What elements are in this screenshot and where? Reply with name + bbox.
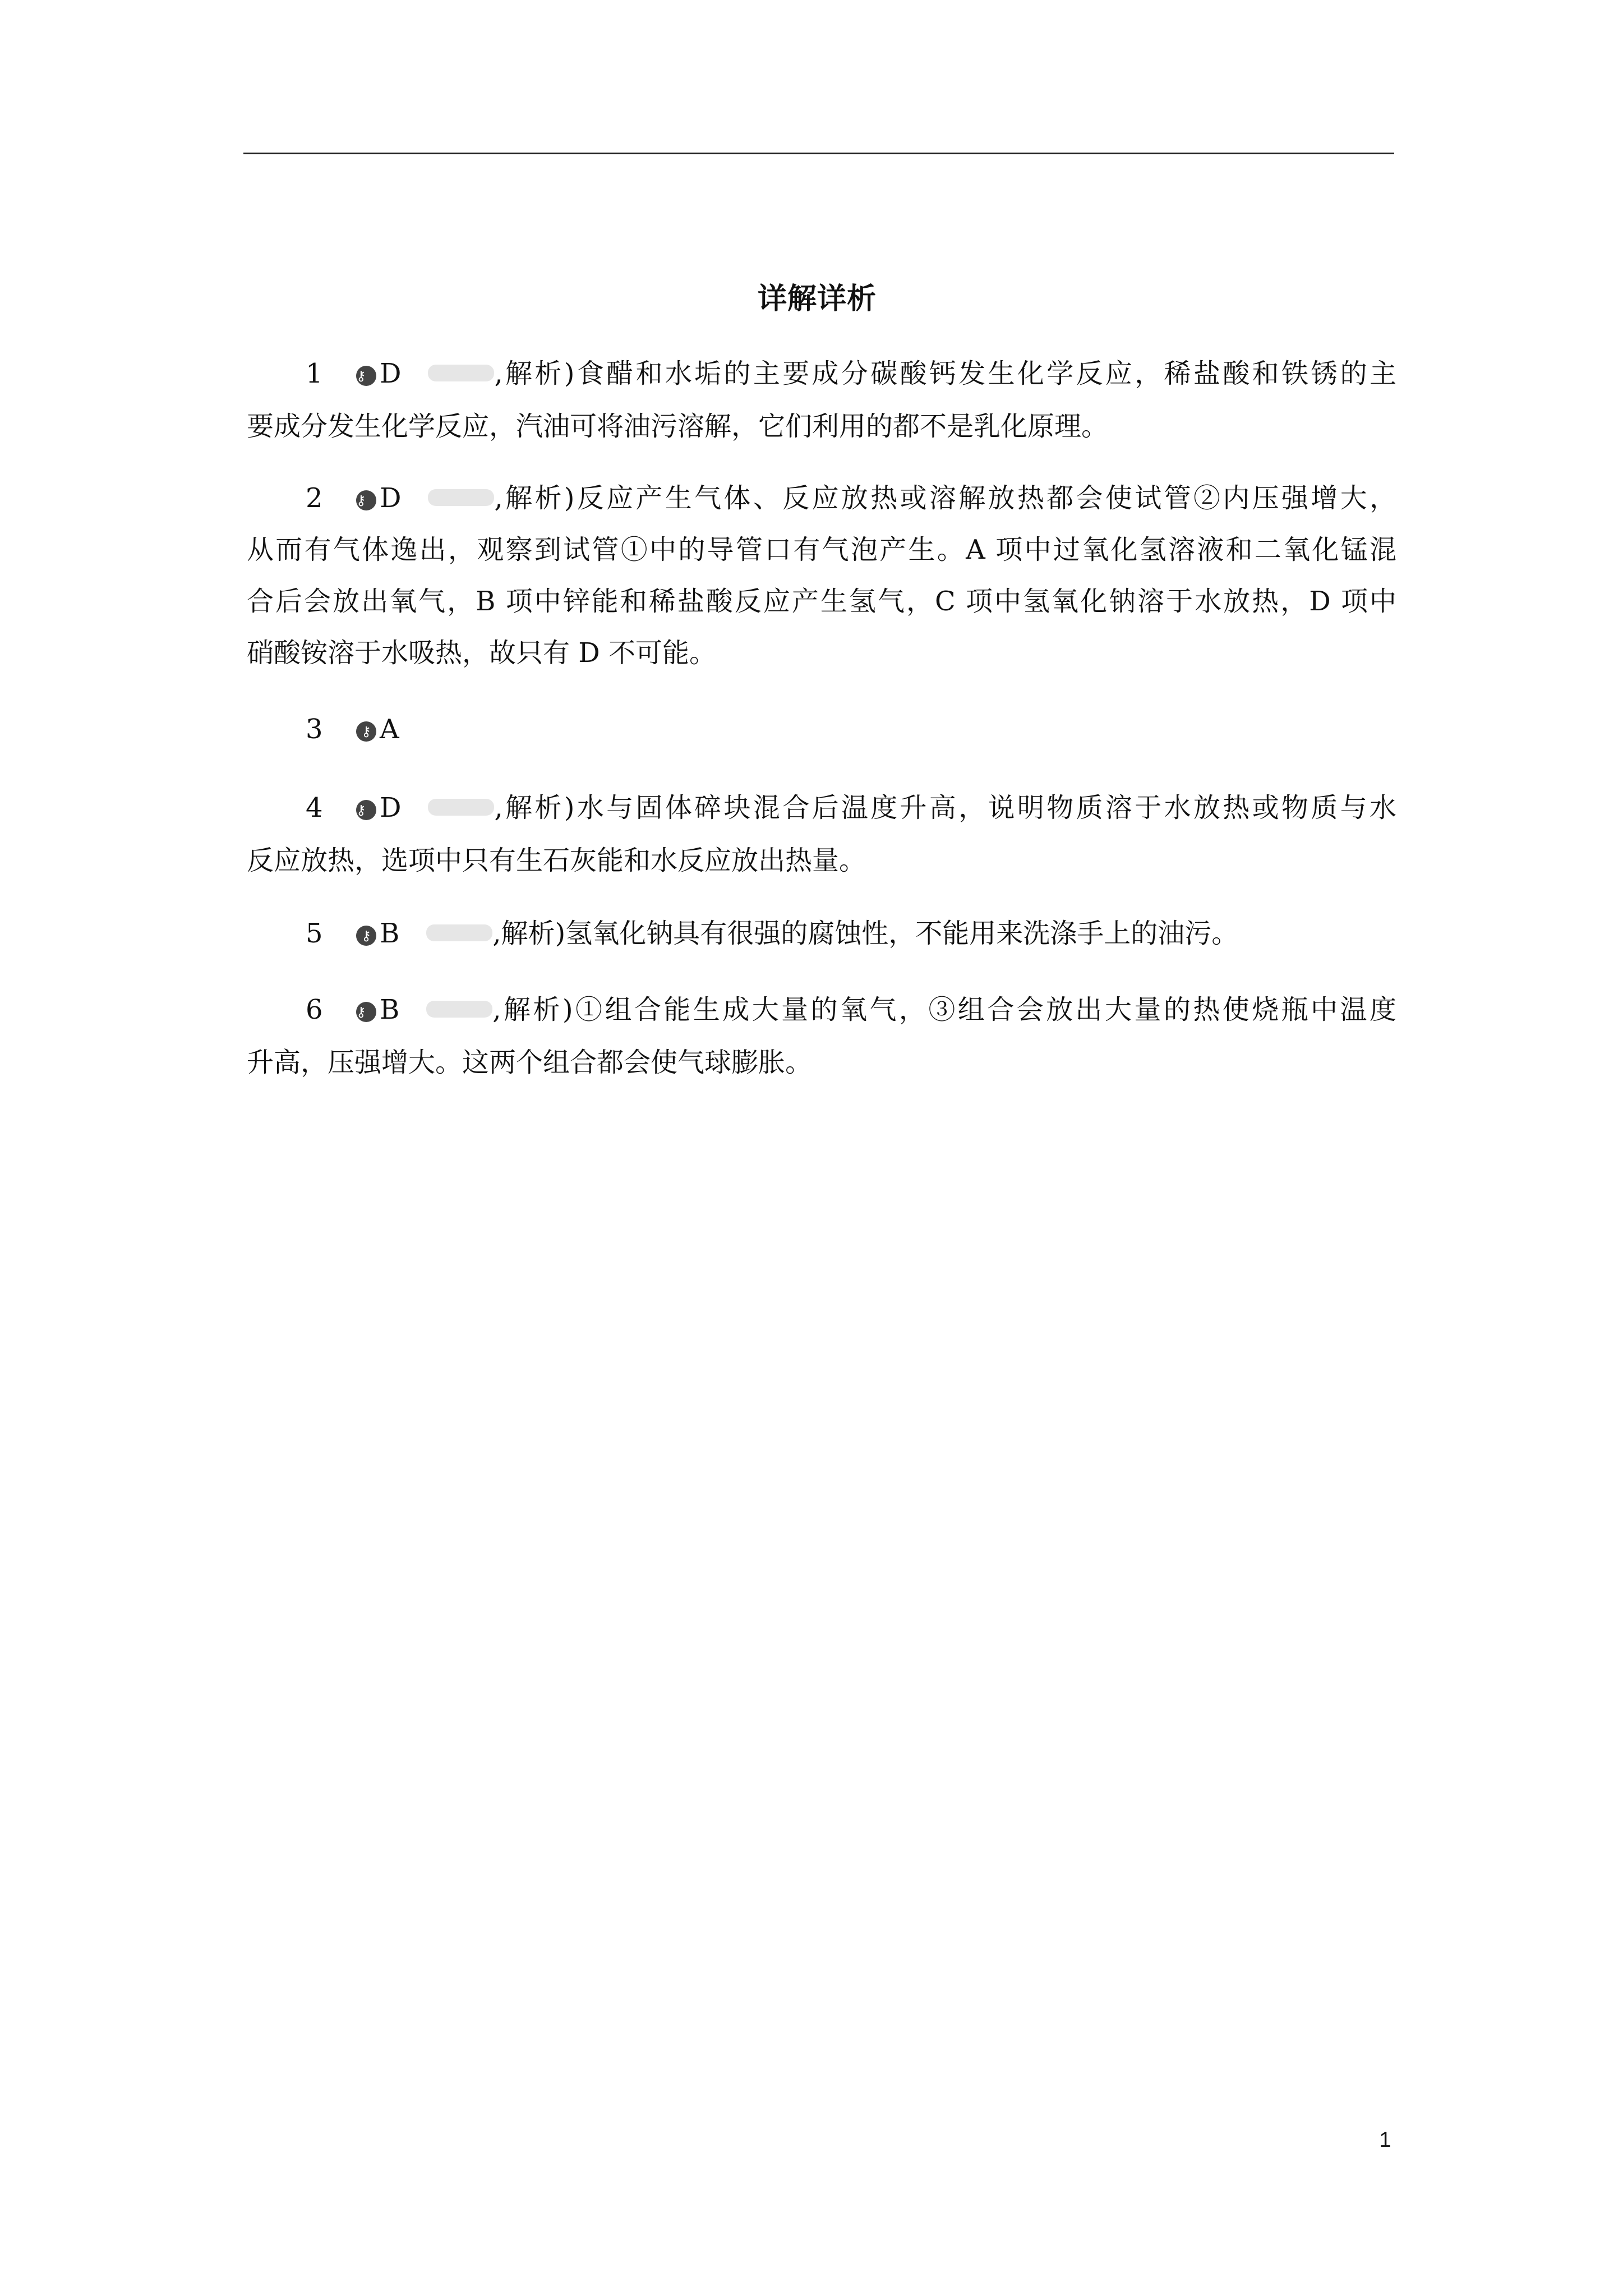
redaction-box (428, 799, 494, 816)
explanation-line: ,解析)食醋和水垢的主要成分碳酸钙发生化学反应，稀盐酸和铁锈的主 (494, 358, 1396, 389)
explanation-line: ,解析)①组合能生成大量的氧气，③组合会放出大量的热使烧瓶中温度 (492, 994, 1396, 1025)
answer-letter: A (380, 714, 399, 745)
redaction-box (428, 489, 494, 506)
key-icon: ⚷ (356, 926, 376, 946)
answer-letter: B (380, 918, 400, 949)
explanation-line: 要成分发生化学反应，汽油可将油污溶解，它们利用的都不是乳化原理。 (247, 411, 1109, 442)
answer-item-6 (247, 993, 1396, 1079)
key-icon: ⚷ (356, 721, 376, 742)
explanation-line: 升高，压强增大。这两个组合都会使气球膨胀。 (247, 1047, 813, 1078)
key-icon: ⚷ (356, 1002, 376, 1022)
explanation-line: ,解析)氢氧化钠具有很强的腐蚀性，不能用来洗涤手上的油污。 (492, 918, 1239, 949)
question-number: 3 (306, 714, 323, 745)
question-number: 5 (306, 918, 323, 949)
explanation-line: 反应放热，选项中只有生石灰能和水反应放出热量。 (247, 845, 866, 876)
answer-item-4 (247, 791, 1396, 877)
page-title: 详解详析 (757, 282, 877, 316)
answer-letter: D (380, 792, 402, 823)
explanation-line: ,解析)水与固体碎块混合后温度升高，说明物质溶于水放热或物质与水 (494, 792, 1396, 823)
answer-item-3 (247, 712, 1396, 746)
explanation-line: 从而有气体逸出，观察到试管①中的导管口有气泡产生。A 项中过氧化氢溶液和二氧化锰混 (247, 534, 1396, 565)
answer-letter: D (380, 358, 402, 389)
redaction-box (426, 924, 492, 941)
answer-item-5 (247, 917, 1396, 950)
key-icon: ⚷ (356, 800, 376, 820)
answer-item-2 (247, 481, 1396, 670)
key-icon: ⚷ (356, 366, 376, 386)
redaction-box (428, 365, 494, 381)
question-number: 6 (306, 994, 323, 1025)
question-number: 4 (306, 792, 323, 823)
answer-item-1 (247, 357, 1396, 443)
answer-letter: D (380, 482, 402, 514)
question-number: 2 (306, 482, 323, 514)
answer-letter: B (380, 994, 400, 1025)
question-number: 1 (306, 358, 323, 389)
key-icon: ⚷ (356, 490, 376, 510)
explanation-line: 合后会放出氧气，B 项中锌能和稀盐酸反应产生氢气，C 项中氢氧化钠溶于水放热，D 项中 (247, 586, 1396, 617)
redaction-box (426, 1001, 492, 1018)
explanation-line: ,解析)反应产生气体、反应放热或溶解放热都会使试管②内压强增大， (494, 482, 1396, 514)
explanation-line: 硝酸铵溶于水吸热，故只有 D 不可能。 (247, 637, 717, 669)
page-number: 1 (1379, 2128, 1391, 2152)
